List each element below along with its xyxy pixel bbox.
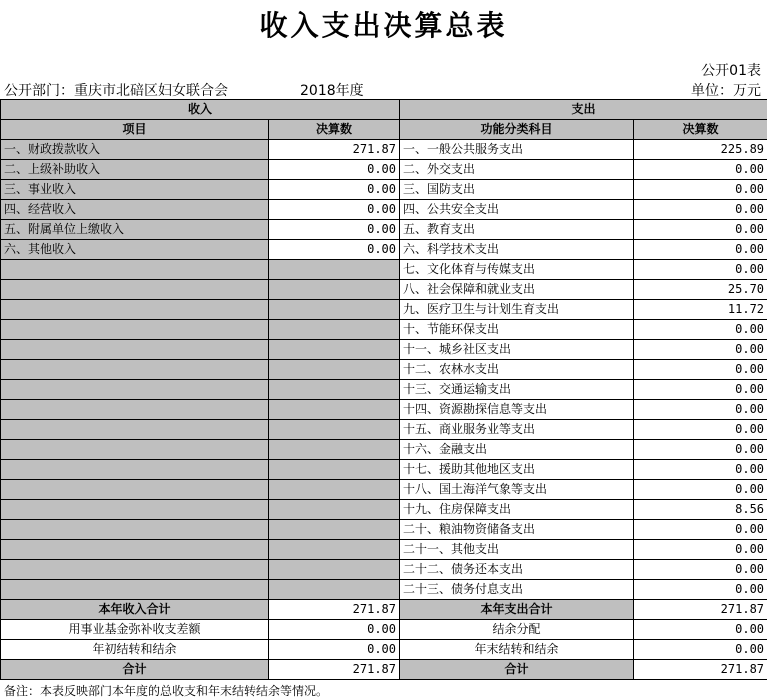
income-item-cell bbox=[1, 520, 269, 540]
grand-total-row bbox=[1, 660, 767, 680]
expense-item-cell: 十七、援助其他地区支出 bbox=[400, 460, 634, 480]
expense-item-cell: 八、社会保障和就业支出 bbox=[400, 280, 634, 300]
income-amount-header: 决算数 bbox=[269, 120, 400, 140]
budget-summary-table bbox=[0, 99, 767, 680]
expense-value-cell: 0.00 bbox=[634, 560, 767, 580]
table-row bbox=[1, 520, 767, 540]
expense-item-cell: 十四、资源勘探信息等支出 bbox=[400, 400, 634, 420]
income-value-cell: 0.00 bbox=[269, 220, 400, 240]
footnote: 备注：本表反映部门本年度的总收支和年末结转结余等情况。 bbox=[4, 684, 329, 698]
total-row bbox=[1, 600, 767, 620]
table-row bbox=[1, 280, 767, 300]
balance-row bbox=[1, 640, 767, 660]
expense-value-cell: 0.00 bbox=[634, 540, 767, 560]
income-value-cell: 271.87 bbox=[269, 140, 400, 160]
expense-value-cell: 0.00 bbox=[634, 580, 767, 600]
table-row bbox=[1, 440, 767, 460]
column-header-row bbox=[1, 120, 767, 140]
surplus-distribution-label: 结余分配 bbox=[400, 620, 634, 640]
income-item-cell bbox=[1, 540, 269, 560]
table-row bbox=[1, 400, 767, 420]
table-row bbox=[1, 260, 767, 280]
expense-value-cell: 0.00 bbox=[634, 260, 767, 280]
expense-item-cell: 十一、城乡社区支出 bbox=[400, 340, 634, 360]
grand-expense-label: 合计 bbox=[400, 660, 634, 680]
expense-item-cell: 二十、粮油物资储备支出 bbox=[400, 520, 634, 540]
expense-item-cell: 五、教育支出 bbox=[400, 220, 634, 240]
income-item-header: 项目 bbox=[1, 120, 269, 140]
table-row bbox=[1, 580, 767, 600]
expense-value-cell: 0.00 bbox=[634, 160, 767, 180]
income-value-cell: 0.00 bbox=[269, 180, 400, 200]
income-item-cell bbox=[1, 380, 269, 400]
expense-item-cell: 九、医疗卫生与计划生育支出 bbox=[400, 300, 634, 320]
income-section-header: 收入 bbox=[1, 100, 400, 120]
form-number: 公开01表 bbox=[701, 63, 761, 79]
income-item-cell: 一、财政拨款收入 bbox=[1, 140, 269, 160]
income-value-cell bbox=[269, 420, 400, 440]
income-item-cell bbox=[1, 460, 269, 480]
income-value-cell bbox=[269, 560, 400, 580]
table-row bbox=[1, 200, 767, 220]
grand-expense-value: 271.87 bbox=[634, 660, 767, 680]
income-value-cell bbox=[269, 320, 400, 340]
expense-item-cell: 二、外交支出 bbox=[400, 160, 634, 180]
income-item-cell bbox=[1, 480, 269, 500]
expense-value-cell: 0.00 bbox=[634, 520, 767, 540]
fund-gap-label: 用事业基金弥补收支差额 bbox=[1, 620, 269, 640]
expense-value-cell: 0.00 bbox=[634, 320, 767, 340]
expense-item-cell: 十三、交通运输支出 bbox=[400, 380, 634, 400]
table-row bbox=[1, 180, 767, 200]
income-value-cell bbox=[269, 400, 400, 420]
expense-value-cell: 0.00 bbox=[634, 180, 767, 200]
income-value-cell bbox=[269, 340, 400, 360]
expense-value-cell: 11.72 bbox=[634, 300, 767, 320]
section-header-row bbox=[1, 100, 767, 120]
table-row bbox=[1, 360, 767, 380]
expense-item-cell: 一、一般公共服务支出 bbox=[400, 140, 634, 160]
income-value-cell bbox=[269, 380, 400, 400]
expense-value-cell: 0.00 bbox=[634, 240, 767, 260]
income-value-cell bbox=[269, 460, 400, 480]
table-row bbox=[1, 540, 767, 560]
income-value-cell bbox=[269, 480, 400, 500]
end-balance-label: 年末结转和结余 bbox=[400, 640, 634, 660]
expense-value-cell: 0.00 bbox=[634, 460, 767, 480]
table-row bbox=[1, 560, 767, 580]
table-row bbox=[1, 320, 767, 340]
expense-section-header: 支出 bbox=[400, 100, 767, 120]
expense-item-cell: 十五、商业服务业等支出 bbox=[400, 420, 634, 440]
expense-value-cell: 0.00 bbox=[634, 400, 767, 420]
income-value-cell: 0.00 bbox=[269, 160, 400, 180]
expense-item-cell: 四、公共安全支出 bbox=[400, 200, 634, 220]
table-row bbox=[1, 480, 767, 500]
income-item-cell bbox=[1, 440, 269, 460]
income-item-cell bbox=[1, 300, 269, 320]
income-value-cell bbox=[269, 540, 400, 560]
expense-value-cell: 0.00 bbox=[634, 220, 767, 240]
expense-value-cell: 0.00 bbox=[634, 340, 767, 360]
table-row bbox=[1, 500, 767, 520]
income-item-cell: 四、经营收入 bbox=[1, 200, 269, 220]
income-item-cell: 五、附属单位上缴收入 bbox=[1, 220, 269, 240]
table-row bbox=[1, 220, 767, 240]
income-value-cell bbox=[269, 260, 400, 280]
surplus-distribution-value: 0.00 bbox=[634, 620, 767, 640]
expense-value-cell: 25.70 bbox=[634, 280, 767, 300]
total-expense-label: 本年支出合计 bbox=[400, 600, 634, 620]
expense-item-header: 功能分类科目 bbox=[400, 120, 634, 140]
expense-value-cell: 0.00 bbox=[634, 420, 767, 440]
income-value-cell: 0.00 bbox=[269, 200, 400, 220]
table-row bbox=[1, 160, 767, 180]
expense-item-cell: 二十一、其他支出 bbox=[400, 540, 634, 560]
total-expense-value: 271.87 bbox=[634, 600, 767, 620]
expense-item-cell: 二十二、债务还本支出 bbox=[400, 560, 634, 580]
income-value-cell bbox=[269, 580, 400, 600]
income-value-cell bbox=[269, 520, 400, 540]
grand-income-value: 271.87 bbox=[269, 660, 400, 680]
expense-value-cell: 0.00 bbox=[634, 380, 767, 400]
income-value-cell bbox=[269, 500, 400, 520]
expense-value-cell: 8.56 bbox=[634, 500, 767, 520]
begin-balance-value: 0.00 bbox=[269, 640, 400, 660]
table-row bbox=[1, 240, 767, 260]
expense-value-cell: 0.00 bbox=[634, 440, 767, 460]
income-value-cell bbox=[269, 300, 400, 320]
income-value-cell bbox=[269, 360, 400, 380]
expense-item-cell: 二十三、债务付息支出 bbox=[400, 580, 634, 600]
expense-item-cell: 十六、金融支出 bbox=[400, 440, 634, 460]
expense-value-cell: 0.00 bbox=[634, 360, 767, 380]
table-row bbox=[1, 380, 767, 400]
expense-item-cell: 三、国防支出 bbox=[400, 180, 634, 200]
unit-label: 单位：万元 bbox=[691, 83, 761, 99]
table-row bbox=[1, 140, 767, 160]
begin-balance-label: 年初结转和结余 bbox=[1, 640, 269, 660]
total-income-value: 271.87 bbox=[269, 600, 400, 620]
adjustment-row bbox=[1, 620, 767, 640]
fund-gap-value: 0.00 bbox=[269, 620, 400, 640]
income-item-cell bbox=[1, 320, 269, 340]
income-item-cell bbox=[1, 580, 269, 600]
table-row bbox=[1, 460, 767, 480]
expense-item-cell: 六、科学技术支出 bbox=[400, 240, 634, 260]
fiscal-year: 2018年度 bbox=[300, 83, 364, 99]
end-balance-value: 0.00 bbox=[634, 640, 767, 660]
income-item-cell bbox=[1, 560, 269, 580]
department-label: 公开部门：重庆市北碚区妇女联合会 bbox=[4, 83, 228, 99]
income-item-cell bbox=[1, 420, 269, 440]
income-item-cell bbox=[1, 400, 269, 420]
expense-value-cell: 225.89 bbox=[634, 140, 767, 160]
expense-value-cell: 0.00 bbox=[634, 480, 767, 500]
expense-item-cell: 十九、住房保障支出 bbox=[400, 500, 634, 520]
income-item-cell: 三、事业收入 bbox=[1, 180, 269, 200]
expense-item-cell: 十二、农林水支出 bbox=[400, 360, 634, 380]
income-item-cell bbox=[1, 340, 269, 360]
expense-amount-header: 决算数 bbox=[634, 120, 767, 140]
income-item-cell bbox=[1, 360, 269, 380]
income-value-cell: 0.00 bbox=[269, 240, 400, 260]
table-row bbox=[1, 300, 767, 320]
grand-income-label: 合计 bbox=[1, 660, 269, 680]
expense-item-cell: 七、文化体育与传媒支出 bbox=[400, 260, 634, 280]
table-row bbox=[1, 340, 767, 360]
income-value-cell bbox=[269, 280, 400, 300]
expense-item-cell: 十八、国土海洋气象等支出 bbox=[400, 480, 634, 500]
income-value-cell bbox=[269, 440, 400, 460]
income-item-cell bbox=[1, 260, 269, 280]
expense-value-cell: 0.00 bbox=[634, 200, 767, 220]
income-item-cell: 二、上级补助收入 bbox=[1, 160, 269, 180]
income-item-cell bbox=[1, 280, 269, 300]
table-row bbox=[1, 420, 767, 440]
total-income-label: 本年收入合计 bbox=[1, 600, 269, 620]
expense-item-cell: 十、节能环保支出 bbox=[400, 320, 634, 340]
income-item-cell: 六、其他收入 bbox=[1, 240, 269, 260]
income-item-cell bbox=[1, 500, 269, 520]
page-title: 收入支出决算总表 bbox=[259, 9, 508, 42]
